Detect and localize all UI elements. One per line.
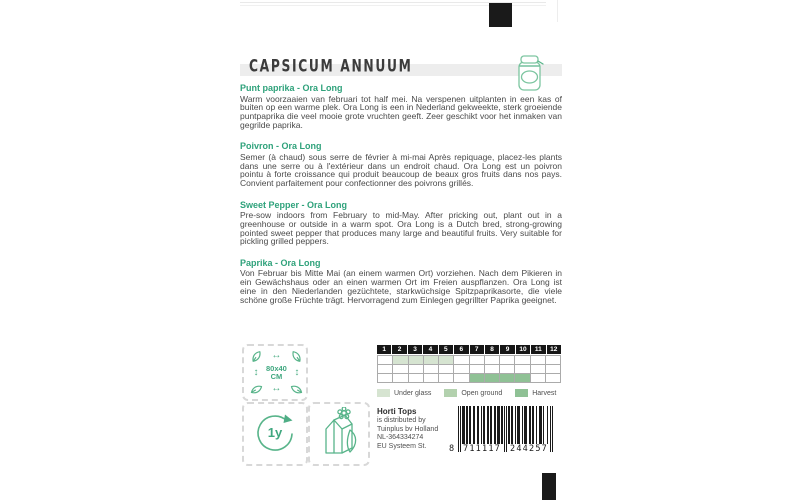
legend-item	[515, 389, 556, 397]
calendar-month-header	[377, 345, 561, 354]
calendar-month-cell: 3	[408, 345, 422, 354]
section-body-german: Von Februar bis Mitte Mai (an einem warmen Ort) vorziehen. Nach dem Pikieren in ein Gewächshaus oder an einen warmen Ort im Freien auspflanzen. Ora Long ist eine in den Niederlanden gezüchtete, starkwüchsige Spitzpaprikasorte, die viele schöne große Früchte trägt. Hervorragend zum Einlegen gegrillter Paprika geeignet.	[240, 268, 562, 305]
packet-right-edge	[557, 0, 558, 22]
page-title: CAPSICUM ANNUUM	[249, 56, 413, 77]
calendar-month-cell: 5	[439, 345, 453, 354]
section-heading-english: Sweet Pepper - Ora Long	[240, 199, 348, 210]
barcode-module	[552, 406, 553, 452]
calendar-cell-under-glass	[500, 356, 514, 364]
calendar-cell-under-glass	[531, 356, 545, 364]
section-body-english: Pre-sow indoors from February to mid-May. After pricking out, plant out in a greenhouse or outside in a warm spot. Ora Long is a Dutch bred, strong-growing pointed sweet pepper that produces many large and beautiful fruits. Very suitable for pickling grilled peppers.	[240, 210, 562, 247]
greenhouse-icon	[317, 407, 361, 462]
leaf-icon	[251, 384, 262, 395]
calendar-legend	[377, 389, 561, 397]
barcode-digit-first: 8	[449, 444, 456, 454]
calendar-cell-under-glass	[546, 356, 560, 364]
legend-label: Open ground	[461, 389, 503, 397]
calendar-cell-under-glass	[485, 356, 499, 364]
section-heading-german: Paprika - Ora Long	[240, 257, 321, 268]
plant-spacing-stamp	[242, 344, 308, 401]
section-body-french: Semer (à chaud) sous serre de février à mi-mai Après repiquage, placez-les plants dans une serre ou à l'extérieur dans un endroit chaud. Ora Long est un poivron pointu à forte croissance qui produit beaucoup de beaux gros fruits dans nos pays. Convient parfaitement pour confectionner des poivrons grillés.	[240, 151, 562, 188]
barcode-digits-right: 244257	[510, 444, 548, 454]
calendar-cell-under-glass	[409, 356, 423, 364]
calendar-cell-harvest	[485, 374, 499, 382]
print-mark-bottom	[542, 473, 556, 500]
calendar-cell-open-ground	[500, 365, 514, 373]
calendar-month-cell: 4	[423, 345, 437, 354]
section-french	[240, 141, 562, 187]
legend-item	[377, 389, 431, 397]
calendar-cell-under-glass	[439, 356, 453, 364]
calendar-cell-under-glass	[393, 356, 407, 364]
calendar-cell-harvest	[393, 374, 407, 382]
barcode-digits-left: 711117	[463, 444, 501, 454]
distributor-line: Tuinplus bv Holland	[377, 425, 439, 433]
calendar-month-cell: 7	[470, 345, 484, 354]
calendar-cell-open-ground	[454, 365, 468, 373]
legend-swatch	[515, 389, 528, 397]
calendar-cell-open-ground	[470, 365, 484, 373]
calendar-cell-under-glass	[424, 356, 438, 364]
calendar-month-cell: 12	[547, 345, 561, 354]
horizontal-arrow-icon: ↔	[271, 350, 282, 361]
barcode	[449, 406, 553, 455]
shelf-life-stamp	[242, 402, 308, 466]
calendar-cell-under-glass	[454, 356, 468, 364]
calendar-cell-open-ground	[393, 365, 407, 373]
brand-name: Horti Tops	[377, 407, 417, 416]
calendar-cell-harvest	[531, 374, 545, 382]
distributor-line: EU Systeem St.	[377, 442, 427, 450]
distributor-line: NL-364334274	[377, 434, 424, 442]
calendar-month-cell: 9	[500, 345, 514, 354]
calendar-cell-harvest	[515, 374, 529, 382]
calendar-cell-open-ground	[424, 365, 438, 373]
vertical-arrow-icon: ↕	[294, 366, 300, 378]
calendar-cell-under-glass	[378, 356, 392, 364]
calendar-month-cell: 8	[485, 345, 499, 354]
description-sections	[240, 83, 562, 316]
spacing-value: 80x40 CM	[266, 363, 287, 381]
calendar-cell-harvest	[409, 374, 423, 382]
greenhouse-stamp	[308, 402, 370, 466]
distributor-line: is distributed by	[377, 417, 426, 424]
calendar-cell-open-ground	[515, 365, 529, 373]
calendar-cell-open-ground	[378, 365, 392, 373]
sowing-calendar	[377, 345, 561, 397]
leaf-icon	[291, 351, 302, 362]
legend-swatch	[444, 389, 457, 397]
legend-label: Harvest	[532, 389, 557, 397]
calendar-month-cell: 10	[516, 345, 530, 354]
calendar-cell-open-ground	[485, 365, 499, 373]
section-heading-french: Poivron - Ora Long	[240, 141, 322, 152]
section-german	[240, 258, 562, 304]
section-dutch	[240, 83, 562, 129]
horizontal-arrow-icon: ↔	[271, 383, 282, 394]
calendar-month-cell: 2	[392, 345, 406, 354]
shelf-life-value: 1y	[267, 425, 283, 440]
calendar-cell-harvest	[546, 374, 560, 382]
leaf-icon	[291, 384, 302, 395]
one-year-cycle-icon	[253, 412, 297, 456]
calendar-cell-harvest	[454, 374, 468, 382]
leaf-icon	[251, 351, 262, 362]
section-heading-dutch: Punt paprika - Ora Long	[240, 83, 343, 93]
calendar-cell-open-ground	[439, 365, 453, 373]
calendar-cell-harvest	[470, 374, 484, 382]
vertical-arrow-icon: ↕	[253, 366, 259, 378]
print-mark-top	[489, 3, 512, 27]
calendar-cell-under-glass	[470, 356, 484, 364]
calendar-cell-open-ground	[531, 365, 545, 373]
distributor-block	[377, 407, 453, 451]
calendar-cell-open-ground	[409, 365, 423, 373]
section-body-dutch: Warm voorzaaien van februari tot half mei. Na verspenen uitplanten in een kas of buiten op een warme plek. Ora Long is een in Nederland gekweekte, sterk groeiende puntpaprika die veel mooie grote vruchten geeft. Zeer geschikt voor het inmaken van gegrilde paprika.	[240, 93, 562, 130]
calendar-month-cell: 11	[531, 345, 545, 354]
legend-swatch	[377, 389, 390, 397]
legend-label: Under glass	[394, 389, 432, 397]
calendar-cell-harvest	[424, 374, 438, 382]
calendar-cell-harvest	[378, 374, 392, 382]
section-english	[240, 200, 562, 246]
calendar-cell-open-ground	[546, 365, 560, 373]
calendar-grid	[377, 355, 561, 383]
calendar-month-cell: 6	[454, 345, 468, 354]
calendar-cell-harvest	[500, 374, 514, 382]
legend-item	[444, 389, 502, 397]
calendar-cell-under-glass	[515, 356, 529, 364]
calendar-cell-harvest	[439, 374, 453, 382]
calendar-month-cell: 1	[377, 345, 391, 354]
